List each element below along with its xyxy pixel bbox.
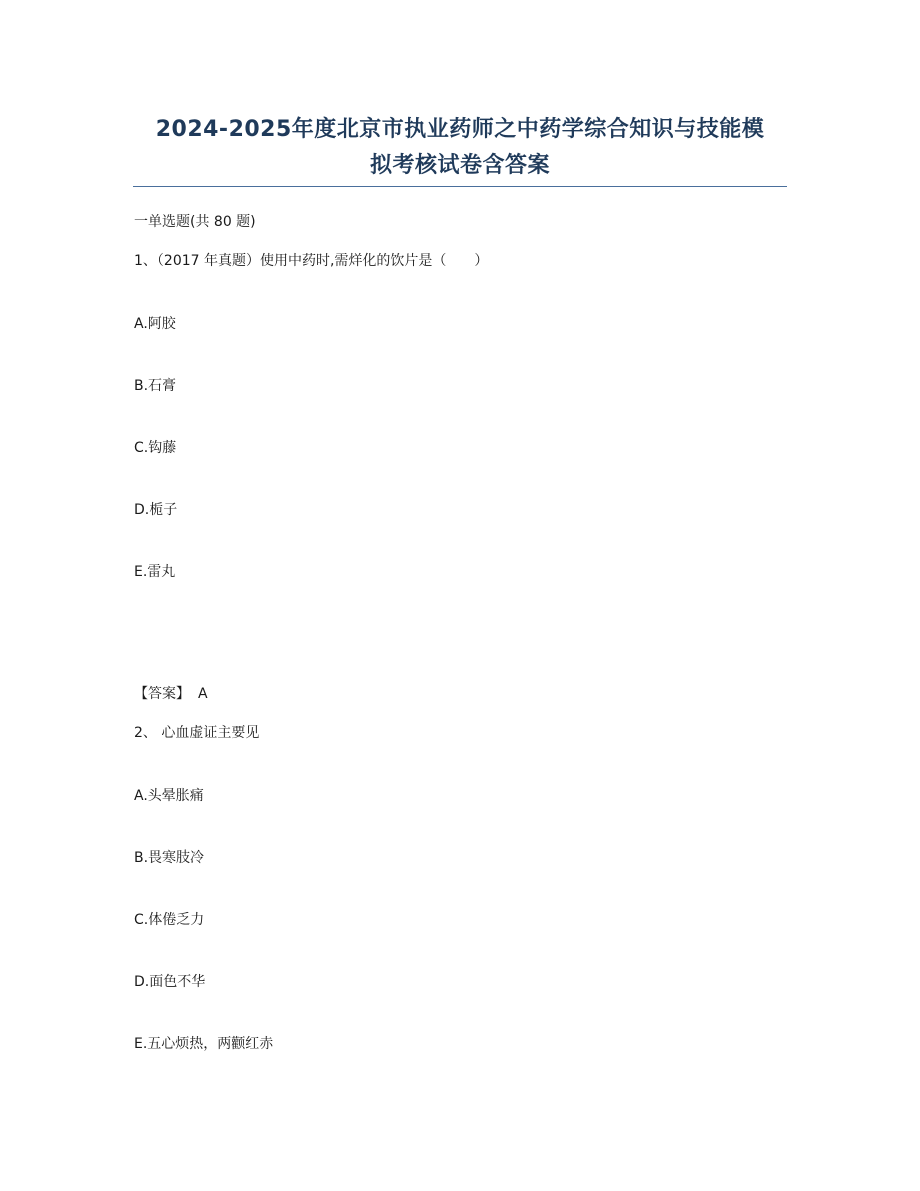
document-title <box>120 112 800 184</box>
question-2-option-c: C.体倦乏力 <box>134 912 205 928</box>
answer-label: 【答案】 <box>134 686 190 702</box>
question-1-answer <box>134 684 208 704</box>
title-divider <box>133 186 787 187</box>
question-1-option-b: B.石膏 <box>134 378 177 394</box>
question-1-option-c: C.钩藤 <box>134 440 177 456</box>
section-heading: 一单选题(共 80 题) <box>134 214 256 230</box>
question-2-option-d: D.面色不华 <box>134 974 206 990</box>
question-1-option-a: A.阿胶 <box>134 316 176 332</box>
document-title-line-1: 2024-2025年度北京市执业药师之中药学综合知识与技能模 <box>155 117 765 142</box>
question-2-stem: 2、 心血虚证主要见 <box>134 725 260 741</box>
question-2-option-a: A.头晕胀痛 <box>134 788 204 804</box>
document-title-line-2: 拟考核试卷含答案 <box>369 153 550 178</box>
question-2-option-b: B.畏寒肢冷 <box>134 850 205 866</box>
question-1-option-d: D.栀子 <box>134 502 178 518</box>
question-2-option-e: E.五心烦热，两颧红赤 <box>134 1036 274 1052</box>
question-1-option-e: E.雷丸 <box>134 564 176 580</box>
question-1-stem: 1、（2017 年真题）使用中药时,需烊化的饮片是（ ） <box>134 253 489 269</box>
answer-value: A <box>198 686 208 702</box>
